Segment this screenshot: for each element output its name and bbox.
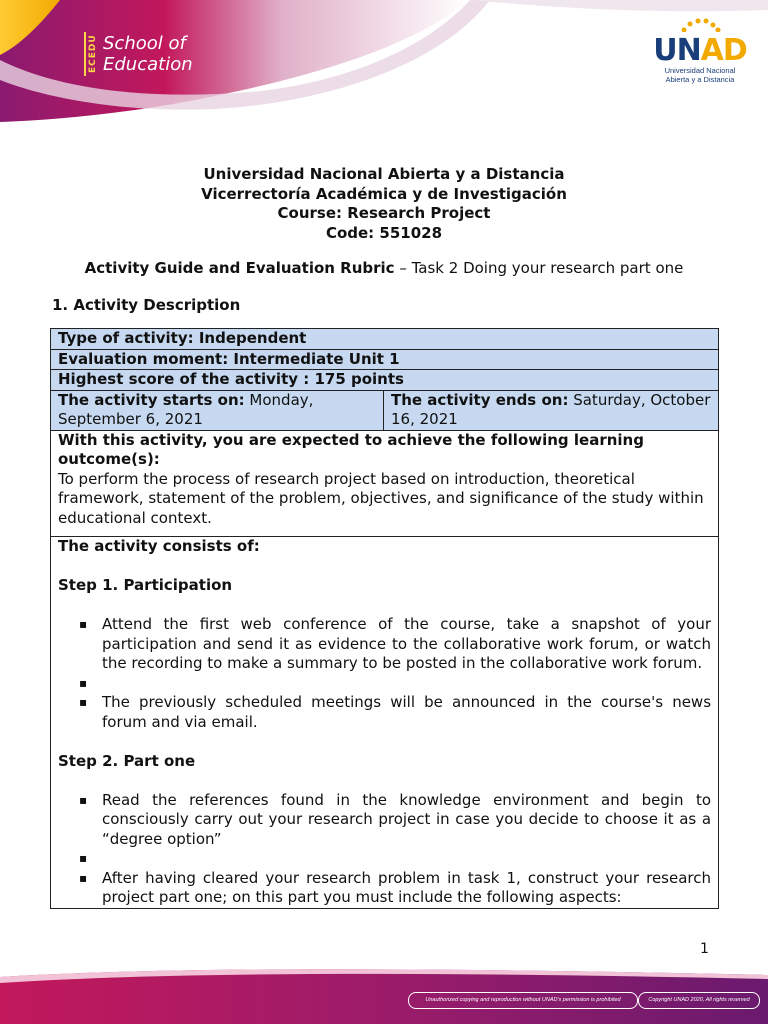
university-name: Universidad Nacional Abierta y a Distancia xyxy=(203,165,565,183)
start-date-label: The activity starts on: xyxy=(58,390,245,409)
list-spacer xyxy=(102,849,711,869)
step2-list xyxy=(58,791,711,908)
copyright-notice-right: Copyright UNAD 2020, All rights reserved xyxy=(638,992,760,1009)
guide-title-bold: Activity Guide and Evaluation Rubric xyxy=(84,259,395,277)
ecedu-tag: ECEDU xyxy=(84,32,98,76)
unad-logo xyxy=(650,18,750,84)
unad-subtitle-2: Abierta y a Distancia xyxy=(665,75,735,84)
vice-rectory: Vicerrectoría Académica y de Investigación xyxy=(201,184,567,203)
table-row xyxy=(51,370,719,391)
table-row xyxy=(51,349,719,370)
step1-heading: Step 1. Participation xyxy=(58,576,233,594)
school-name xyxy=(103,33,193,75)
end-date-cell xyxy=(384,390,719,430)
unad-wordmark-un: UN xyxy=(653,33,701,68)
course-code: Code: 551028 xyxy=(325,223,443,242)
table-row xyxy=(51,430,719,537)
learning-outcome-heading: With this activity, you are expected to achieve the following learning outcome(s): xyxy=(58,430,644,468)
activity-steps-cell xyxy=(51,537,719,909)
list-spacer xyxy=(102,674,711,694)
evaluation-moment-cell: Evaluation moment: Intermediate Unit 1 xyxy=(51,349,719,370)
guide-title-task: – Task 2 Doing your research part one xyxy=(394,259,684,277)
list-item: ▪ After having cleared your research problem in task 1, construct your research project part one; on this part you must include the following aspects: xyxy=(102,869,711,908)
page-number: 1 xyxy=(700,941,709,957)
consists-heading: The activity consists of: xyxy=(58,537,260,555)
unad-dots-icon xyxy=(670,18,730,32)
guide-title xyxy=(0,259,768,277)
step2-heading: Step 2. Part one xyxy=(58,751,196,770)
start-date-value: Monday, September 6, 2021 xyxy=(58,390,314,428)
unad-wordmark xyxy=(650,33,750,68)
activity-table xyxy=(50,328,719,909)
end-date-value: Saturday, October 16, 2021 xyxy=(391,390,711,428)
table-row xyxy=(51,390,719,430)
unad-subtitle-1: Universidad Nacional xyxy=(664,66,736,75)
learning-outcome-cell xyxy=(51,430,719,537)
course-name: Course: Research Project xyxy=(277,204,491,222)
activity-type-cell: Type of activity: Independent xyxy=(51,329,719,350)
document-title-block xyxy=(0,165,768,243)
school-name-line1: School of xyxy=(103,33,186,54)
table-row xyxy=(51,329,719,350)
section-heading: 1. Activity Description xyxy=(52,296,241,314)
list-item: ▪ The previously scheduled meetings will be announced in the course's news forum and via email. xyxy=(102,693,711,732)
learning-outcome-text: To perform the process of research project based on introduction, theoretical framework, statement of the problem, objectives, and significance of the study within educational context. xyxy=(58,469,704,527)
table-row xyxy=(51,537,719,909)
step1-list xyxy=(58,615,711,732)
unad-wordmark-ad: AD xyxy=(700,33,747,68)
highest-score-cell: Highest score of the activity : 175 points xyxy=(51,370,719,391)
school-of-education-logo xyxy=(84,32,193,76)
end-date-label: The activity ends on: xyxy=(391,390,569,409)
list-item: ▪ Attend the first web conference of the course, take a snapshot of your participation and send it as evidence to the collaborative work forum, or watch the recording to make a summary to be posted in the collaborative work forum. xyxy=(102,615,711,674)
list-item: ▪ Read the references found in the knowledge environment and begin to consciously carry out your research project in case you decide to choose it as a “degree option” xyxy=(102,791,711,850)
copyright-notice-left: Unauthorized copying and reproduction without UNAD's permission is prohibited xyxy=(408,992,638,1009)
school-name-line2: Education xyxy=(103,54,193,75)
start-date-cell xyxy=(51,390,384,430)
